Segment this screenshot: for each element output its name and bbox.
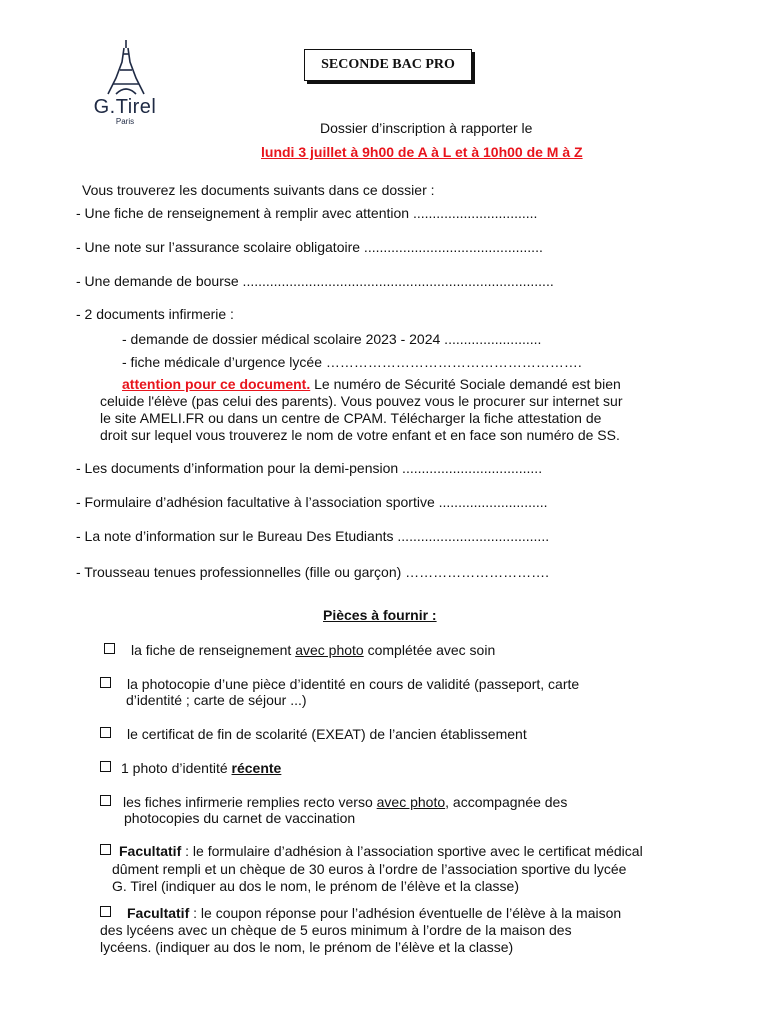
doc-item-3: - Une demande de bourse ................................................................................ [76, 273, 554, 289]
checkbox-icon[interactable] [100, 761, 111, 772]
checkbox-icon[interactable] [100, 727, 111, 738]
piece-item-5: les fiches infirmerie remplies recto verso avec photo, accompagnée des [100, 794, 567, 810]
piece-item-2: la photocopie d’une pièce d’identité en cours de validité (passeport, carte [100, 676, 579, 692]
doc-item-4b: - fiche médicale d’urgence lycée ………………………………………………. [122, 354, 582, 370]
piece-item-1: la fiche de renseignement avec photo complétée avec soin [104, 642, 495, 658]
attention-line-4: droit sur lequel vous trouverez le nom de votre enfant et en face son numéro de SS. [100, 427, 620, 443]
piece-item-5-line-2: photocopies du carnet de vaccination [124, 810, 356, 826]
piece-item-6-line-3: G. Tirel (indiquer au dos le nom, le prénom de l’élève et la classe) [112, 878, 519, 894]
attention-line-1: attention pour ce document. Le numéro de Sécurité Sociale demandé est bien [122, 376, 621, 392]
pieces-title: Pièces à fournir : [323, 607, 437, 623]
checkbox-icon[interactable] [100, 677, 111, 688]
piece-item-7-line-2: des lycéens avec un chèque de 5 euros minimum à l’ordre de la maison des [100, 922, 572, 938]
doc-item-4a: - demande de dossier médical scolaire 2023 - 2024 ......................... [122, 331, 542, 347]
piece-item-7-line-3: lycéens. (indiquer au dos le nom, le prénom de l’élève et la classe) [100, 939, 514, 955]
doc-item-2: - Une note sur l’assurance scolaire obligatoire .............................................. [76, 239, 543, 255]
doc-item-5: - Les documents d’information pour la demi-pension .................................... [76, 460, 543, 476]
attention-line-3: le site AMELI.FR ou dans un centre de CPAM. Télécharger la fiche attestation de [100, 410, 602, 426]
checkbox-icon[interactable] [100, 795, 111, 806]
piece-item-4: 1 photo d’identité récente [100, 760, 281, 776]
doc-item-4: - 2 documents infirmerie : [76, 306, 234, 322]
piece-item-6-line-2: dûment rempli et un chèque de 30 euros à l’ordre de l’association sportive du lycée [112, 861, 627, 877]
doc-item-6: - Formulaire d’adhésion facultative à l’association sportive ............................ [76, 494, 548, 510]
intro-text: Vous trouverez les documents suivants dans ce dossier : [82, 182, 435, 198]
checkbox-icon[interactable] [100, 844, 111, 855]
attention-label: attention pour ce document. [122, 376, 311, 392]
checkbox-icon[interactable] [100, 906, 111, 917]
logo-name: G.Tirel [93, 96, 157, 118]
piece-item-2-line-2: d’identité ; carte de séjour ...) [126, 692, 307, 708]
doc-item-7: - La note d’information sur le Bureau Des Etudiants ....................................... [76, 528, 550, 544]
checkbox-icon[interactable] [104, 643, 115, 654]
piece-item-6: Facultatif : le formulaire d’adhésion à l’association sportive avec le certificat médical [100, 843, 643, 859]
header-line: Dossier d’inscription à rapporter le [320, 120, 533, 136]
logo-city: Paris [115, 117, 135, 126]
piece-item-3: le certificat de fin de scolarité (EXEAT) de l’ancien établissement [100, 726, 527, 742]
attention-line-2: celuide l'élève (pas celui des parents). Vous pouvez vous le procurer sur internet sur [100, 393, 623, 409]
page-title: SECONDE BAC PRO [304, 49, 472, 81]
piece-item-7: Facultatif : le coupon réponse pour l’adhésion éventuelle de l’élève à la maison [100, 905, 621, 921]
date-line: lundi 3 juillet à 9h00 de A à L et à 10h00 de M à Z [261, 144, 583, 160]
doc-item-8: - Trousseau tenues professionnelles (fille ou garçon) …………………………. [76, 564, 550, 580]
doc-item-1: - Une fiche de renseignement à remplir avec attention ................................ [76, 205, 538, 221]
